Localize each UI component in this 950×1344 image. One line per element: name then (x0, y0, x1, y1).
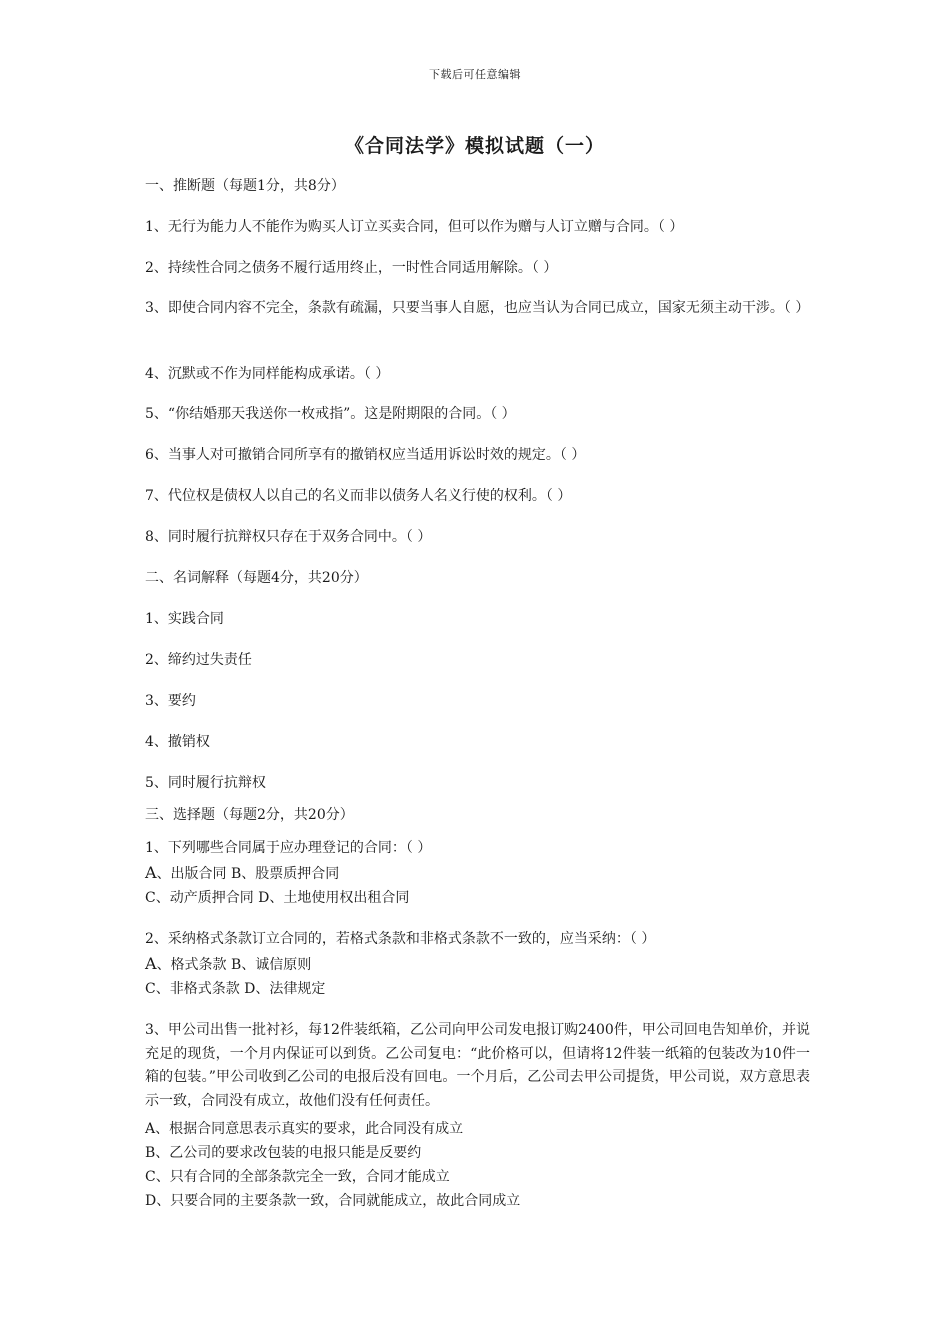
term-item-1: 1、实践合同 (145, 611, 224, 627)
choice-q1-options-ab-text: 、出版合同 B、股票质押合同 (156, 866, 340, 882)
section-1-heading: 一、推断题（每题1分，共8分） (145, 178, 345, 194)
choice-q1-options-ab (145, 861, 810, 886)
term-item-3: 3、要约 (145, 693, 196, 709)
option-letter-a: A (145, 863, 157, 882)
choice-q3-option-b: B、乙公司的要求改包装的电报只能是反要约 (145, 1145, 422, 1161)
choice-q2-options-cd: C、非格式条款 D、法律规定 (145, 981, 326, 997)
judgment-item-4: 4、沉默或不作为同样能构成承诺。（ ） (145, 366, 390, 382)
document-title: 《合同法学》模拟试题（一） (344, 135, 605, 157)
choice-q2-options-ab-text: 、格式条款 B、诚信原则 (156, 957, 312, 973)
choice-q3-option-a: A、根据合同意思表示真实的要求，此合同没有成立 (145, 1121, 464, 1137)
section-2-heading: 二、名词解释（每题4分，共20分） (145, 570, 368, 586)
choice-q3-option-c: C、只有合同的全部条款完全一致，合同才能成立 (145, 1169, 450, 1185)
judgment-item-6: 6、当事人对可撤销合同所享有的撤销权应当适用诉讼时效的规定。（ ） (145, 447, 586, 463)
choice-q2-stem: 2、采纳格式条款订立合同的，若格式条款和非格式条款不一致的，应当采纳：（ ） (145, 931, 656, 947)
judgment-item-8: 8、同时履行抗辩权只存在于双务合同中。（ ） (145, 529, 432, 545)
choice-q3-stem: 3、甲公司出售一批衬衫，每12件装纸箱，乙公司向甲公司发电报订购2400件，甲公司回电告知单价，并说充足的现货，一个月内保证可以到货。乙公司复电：“此价格可以，但请将12件装一纸箱的包装改为10件一箱的包装。”甲公司收到乙公司的电报后没有回电。一个月后，乙公司去甲公司提货，甲公司说，双方意思表示一致，合同没有成立，故他们没有任何责任。 (145, 1022, 810, 1109)
choice-q1-options-cd: C、动产质押合同 D、土地使用权出租合同 (145, 890, 410, 906)
term-item-2: 2、缔约过失责任 (145, 652, 252, 668)
judgment-item-2: 2、持续性合同之债务不履行适用终止，一时性合同适用解除。（ ） (145, 260, 558, 276)
term-item-5: 5、同时履行抗辩权 (145, 775, 266, 791)
header-note: 下载后可任意编辑 (429, 68, 521, 81)
judgment-item-3: 3、即使合同内容不完全，条款有疏漏，只要当事人自愿，也应当认为合同已成立，国家无须主动干涉。（ ） (145, 300, 810, 316)
choice-q3-option-d: D、只要合同的主要条款一致，合同就能成立，故此合同成立 (145, 1193, 521, 1209)
judgment-item-5: 5、“你结婚那天我送你一枚戒指”。这是附期限的合同。（ ） (145, 406, 516, 422)
choice-q2-options-ab (145, 952, 810, 977)
option-letter-a: A (145, 954, 157, 973)
judgment-item-7: 7、代位权是债权人以自己的名义而非以债务人名义行使的权利。（ ） (145, 488, 572, 504)
section-3-heading: 三、选择题（每题2分，共20分） (145, 807, 354, 823)
judgment-item-1: 1、无行为能力人不能作为购买人订立买卖合同，但可以作为赠与人订立赠与合同。（ ） (145, 219, 684, 235)
choice-q1-stem: 1、下列哪些合同属于应办理登记的合同：（ ） (145, 840, 432, 856)
term-item-4: 4、撤销权 (145, 734, 210, 750)
